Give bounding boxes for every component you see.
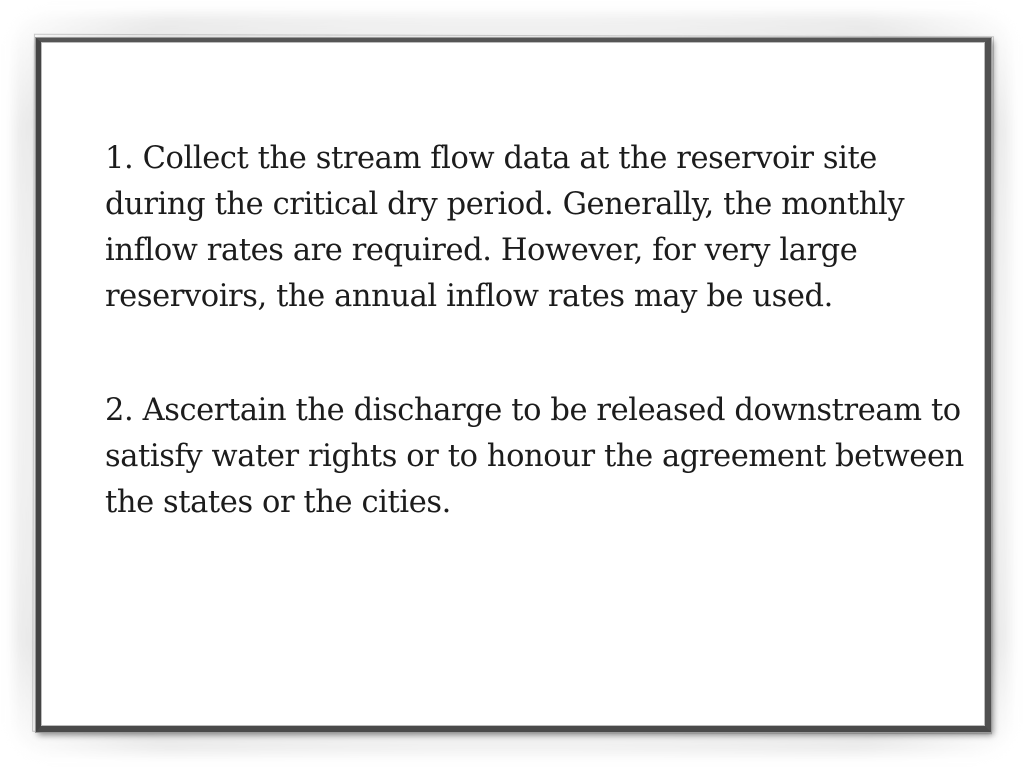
slide-frame — [36, 38, 991, 732]
step-1-paragraph: 1. Collect the stream flow data at the reservoir site during the critical dry period. Generally, the monthly inflow rates are required. However, for very large reservoirs, the annual inflow rates may be used. — [105, 141, 905, 314]
step-2-paragraph: 2. Ascertain the discharge to be released downstream to satisfy water rights or to honour the agreement between the states or the cities. — [105, 393, 964, 520]
slide-body — [105, 136, 975, 594]
